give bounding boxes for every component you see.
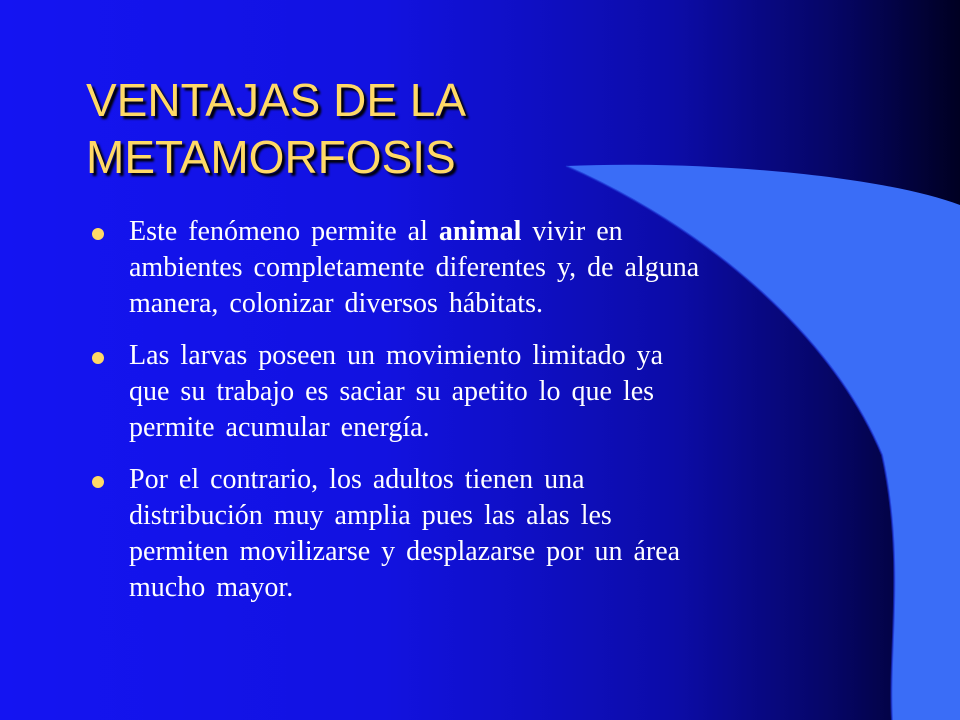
bullet-dot-icon <box>92 228 104 240</box>
bullet-line: distribución muy amplia pues las alas les <box>129 500 612 531</box>
bullet-item <box>92 214 882 322</box>
bullet-line <box>129 214 882 250</box>
title-line-1: VENTAJAS DE LA <box>86 74 467 126</box>
bullet-dot-icon <box>92 352 104 364</box>
bullet-item <box>92 338 882 446</box>
bullet-bold-word: animal <box>438 216 522 247</box>
bullet-text: Este fenómeno permite al <box>129 216 439 247</box>
bullet-line: mucho mayor. <box>129 572 294 603</box>
slide-title <box>86 72 466 186</box>
bullet-line: ambientes completamente diferentes y, de alguna <box>129 252 700 283</box>
title-line-2: METAMORFOSIS <box>86 131 456 183</box>
bullet-item <box>92 462 882 606</box>
bullet-line: Por el contrario, los adultos tienen una <box>129 464 585 495</box>
bullet-line: manera, colonizar diversos hábitats. <box>129 288 543 319</box>
bullet-text: vivir en <box>521 216 623 247</box>
bullet-dot-icon <box>92 476 104 488</box>
bullet-line: que su trabajo es saciar su apetito lo que les <box>129 376 655 407</box>
bullet-line: permiten movilizarse y desplazarse por un área <box>129 536 681 567</box>
bullet-line: Las larvas poseen un movimiento limitado ya <box>129 340 664 371</box>
bullet-list <box>92 214 882 622</box>
bullet-line: permite acumular energía. <box>129 412 430 443</box>
